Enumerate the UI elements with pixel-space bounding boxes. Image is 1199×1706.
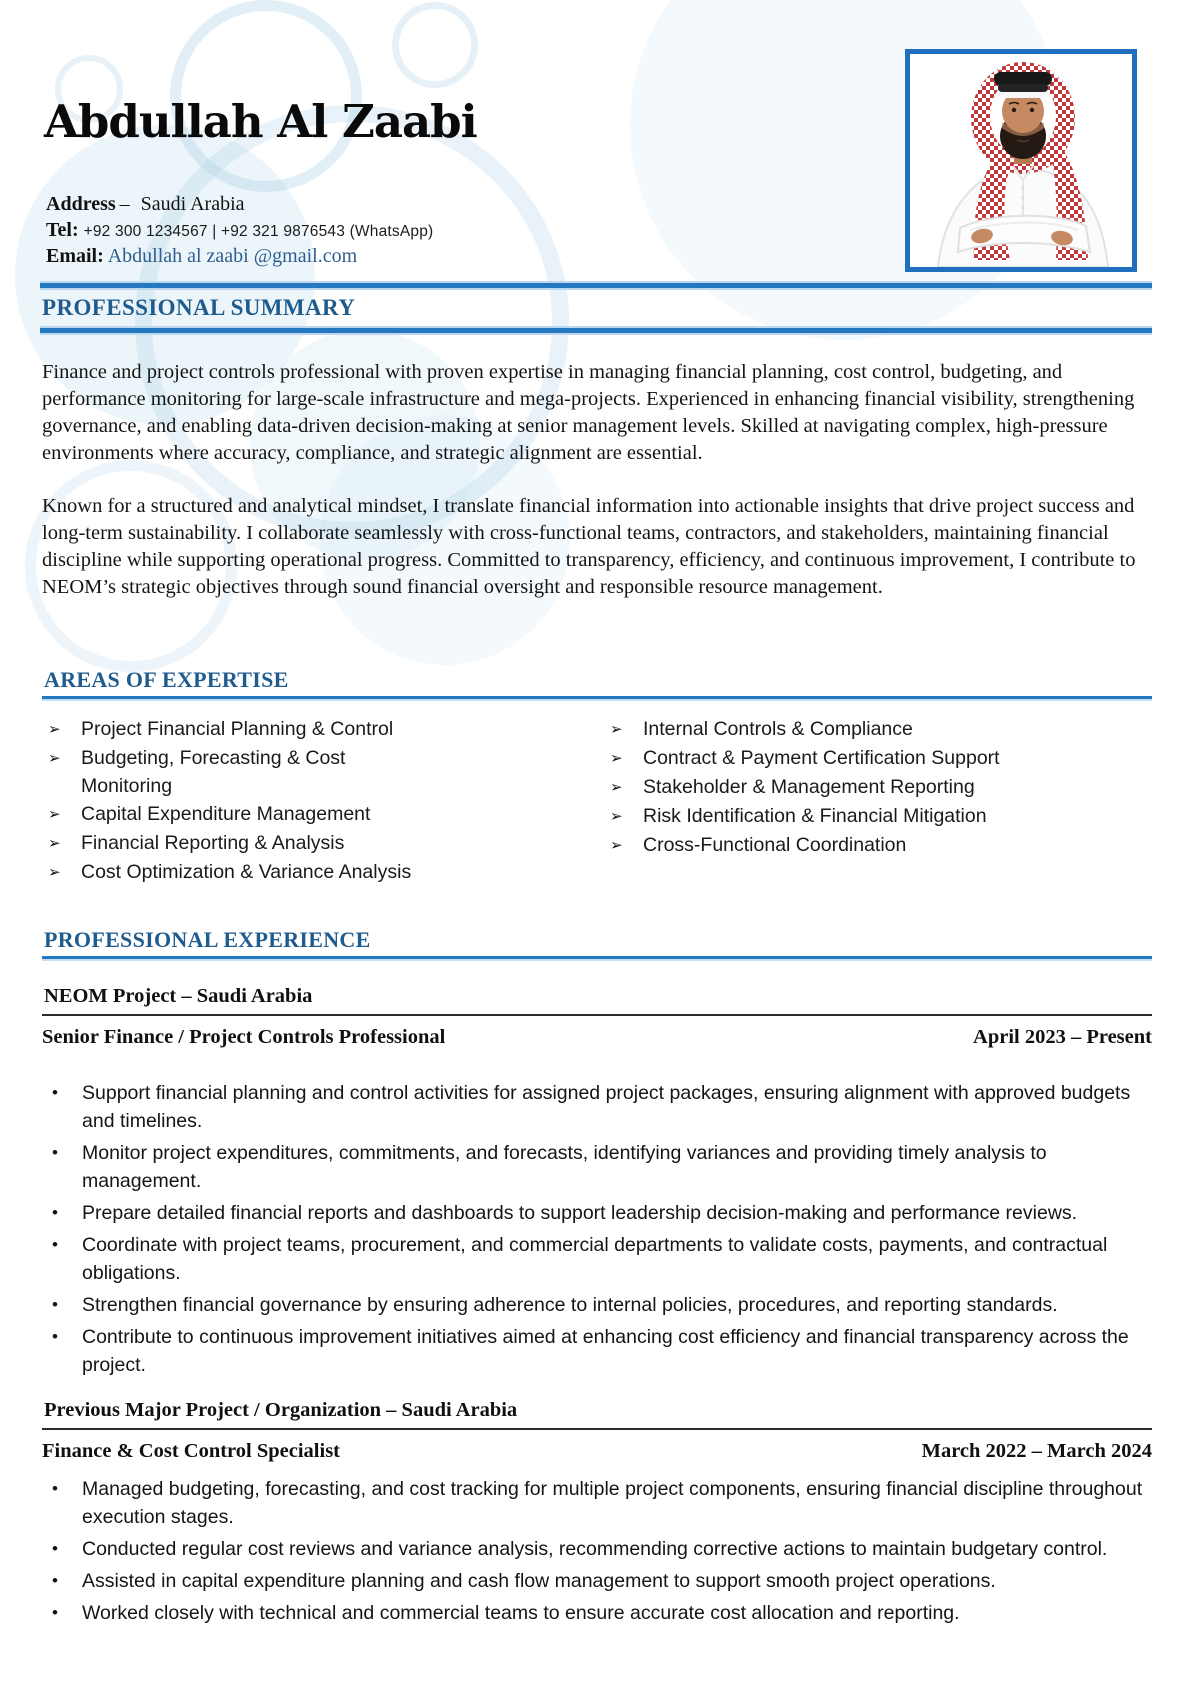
expertise-item xyxy=(610,802,1152,831)
job-bullets xyxy=(42,1475,1152,1627)
expertise-item xyxy=(610,715,1152,744)
job-dates: April 2023 – Present xyxy=(973,1026,1152,1048)
expertise-item-label: Cross-Functional Coordination xyxy=(643,834,907,856)
expertise-item-label: Financial Reporting & Analysis xyxy=(81,832,345,854)
summary-paragraph: Known for a structured and analytical mindset, I translate financial information into actionable insights that drive project success and long-term sustainability. I collaborate seamlessly with cross-functional teams, contractors, and stakeholders, maintaining financial discipline while supporting operational progress. Committed to transparency, efficiency, and continuous improvement, I contribute to NEOM’s strategic objectives through sound financial oversight and responsible resource management. xyxy=(42,495,1136,598)
expertise-item-label: Contract & Payment Certification Support xyxy=(643,747,1000,769)
dot-bullet-icon: • xyxy=(52,1479,58,1498)
dot-bullet-icon: • xyxy=(52,1235,58,1254)
expertise-heading: AREAS OF EXPERTISE xyxy=(42,667,1152,699)
address-value: Saudi Arabia xyxy=(140,193,245,215)
dot-bullet-icon: • xyxy=(52,1143,58,1162)
bullet-text: Managed budgeting, forecasting, and cost tracking for multiple project components, ensuring financial discipline throughout execution stages. xyxy=(82,1478,1143,1528)
experience-section xyxy=(0,927,1199,1627)
bullet-text: Prepare detailed financial reports and dashboards to support leadership decision-making and performance reviews. xyxy=(82,1202,1078,1224)
job-list xyxy=(42,985,1152,1627)
job-dates: March 2022 – March 2024 xyxy=(921,1440,1152,1462)
expertise-columns xyxy=(48,715,1152,887)
expertise-column-right xyxy=(610,715,1152,887)
address-line xyxy=(46,192,433,218)
expertise-item-label: Internal Controls & Compliance xyxy=(643,718,913,740)
header xyxy=(0,0,1199,281)
dot-bullet-icon: • xyxy=(52,1083,58,1102)
bullet-item xyxy=(42,1079,1152,1135)
email-line xyxy=(46,244,433,270)
arrow-bullet-icon: ➢ xyxy=(610,837,623,854)
bullet-text: Support financial planning and control activities for assigned project packages, ensuring alignment with approved budgets and timelines. xyxy=(82,1082,1131,1132)
bullet-item xyxy=(42,1475,1152,1531)
arrow-bullet-icon: ➢ xyxy=(48,721,61,738)
summary-heading: PROFESSIONAL SUMMARY xyxy=(42,295,356,320)
arrow-bullet-icon: ➢ xyxy=(610,779,623,796)
arrow-bullet-icon: ➢ xyxy=(48,864,61,881)
profile-photo-frame xyxy=(905,49,1137,272)
expertise-item-label: Capital Expenditure Management xyxy=(81,803,371,825)
dot-bullet-icon: • xyxy=(52,1203,58,1222)
job-title-row xyxy=(42,1026,1152,1049)
bullet-item xyxy=(42,1291,1152,1319)
divider-bottom xyxy=(40,326,1152,335)
email-link[interactable]: Abdullah al zaabi @gmail.com xyxy=(107,245,358,267)
summary-section xyxy=(0,281,1199,601)
job-title-row xyxy=(42,1440,1152,1463)
tel-line xyxy=(46,218,433,245)
job-company: NEOM Project – Saudi Arabia xyxy=(42,985,1152,1016)
tel-label: Tel: xyxy=(46,218,79,241)
expertise-item xyxy=(48,829,610,858)
job-title: Senior Finance / Project Controls Professional xyxy=(42,1026,446,1048)
expertise-item xyxy=(48,858,610,887)
dot-bullet-icon: • xyxy=(52,1571,58,1590)
job-title: Finance & Cost Control Specialist xyxy=(42,1440,341,1462)
expertise-item-label: Cost Optimization & Variance Analysis xyxy=(81,861,412,883)
bullet-item xyxy=(42,1599,1152,1627)
bullet-text: Contribute to continuous improvement initiatives aimed at enhancing cost efficiency and financial transparency across the project. xyxy=(82,1326,1129,1376)
bullet-item xyxy=(42,1231,1152,1287)
bullet-item xyxy=(42,1535,1152,1563)
profile-photo xyxy=(910,54,1132,267)
arrow-bullet-icon: ➢ xyxy=(48,835,61,852)
agal xyxy=(994,72,1052,86)
divider-top xyxy=(40,281,1152,290)
dot-bullet-icon: • xyxy=(52,1327,58,1346)
expertise-item-label: Project Financial Planning & Control xyxy=(81,718,394,740)
job-entry xyxy=(42,985,1152,1379)
bullet-text: Conducted regular cost reviews and variance analysis, recommending corrective actions to maintain budgetary control. xyxy=(82,1538,1108,1560)
expertise-item xyxy=(48,715,610,744)
bullet-text: Assisted in capital expenditure planning and cash flow management to support smooth project operations. xyxy=(82,1570,996,1592)
expertise-column-left xyxy=(48,715,610,887)
address-dash: – xyxy=(119,193,130,215)
expertise-item xyxy=(610,831,1152,860)
expertise-section xyxy=(0,667,1199,887)
bullet-item xyxy=(42,1567,1152,1595)
bullet-item xyxy=(42,1139,1152,1195)
address-label: Address xyxy=(46,193,116,215)
arrow-bullet-icon: ➢ xyxy=(610,808,623,825)
job-entry xyxy=(42,1399,1152,1627)
expertise-item-label: Risk Identification & Financial Mitigation xyxy=(643,805,987,827)
arrow-bullet-icon: ➢ xyxy=(610,721,623,738)
arrow-bullet-icon: ➢ xyxy=(48,806,61,823)
expertise-item-label: Stakeholder & Management Reporting xyxy=(643,776,975,798)
dot-bullet-icon: • xyxy=(52,1295,58,1314)
dot-bullet-icon: • xyxy=(52,1539,58,1558)
experience-heading: PROFESSIONAL EXPERIENCE xyxy=(42,927,1152,959)
expertise-item-label: Budgeting, Forecasting & Cost Monitoring xyxy=(81,747,346,797)
tel-value: +92 300 1234567 | +92 321 9876543 (WhatsApp) xyxy=(83,222,434,240)
bullet-text: Worked closely with technical and commercial teams to ensure accurate cost allocation and reporting. xyxy=(82,1602,960,1624)
bullet-item xyxy=(42,1323,1152,1379)
arrow-bullet-icon: ➢ xyxy=(610,750,623,767)
arrow-bullet-icon: ➢ xyxy=(48,750,61,767)
job-bullets xyxy=(42,1079,1152,1379)
job-company: Previous Major Project / Organization – Saudi Arabia xyxy=(42,1399,1152,1430)
bullet-text: Coordinate with project teams, procurement, and commercial departments to validate costs, payments, and contractual obligations. xyxy=(82,1234,1108,1284)
expertise-item xyxy=(610,773,1152,802)
bullet-text: Monitor project expenditures, commitments, and forecasts, identifying variances and providing timely analysis to management. xyxy=(82,1142,1047,1192)
bullet-text: Strengthen financial governance by ensuring adherence to internal policies, procedures, and reporting standards. xyxy=(82,1294,1058,1316)
bullet-item xyxy=(42,1199,1152,1227)
email-label: Email: xyxy=(46,245,104,267)
expertise-item xyxy=(610,744,1152,773)
expertise-item xyxy=(48,744,610,800)
candidate-name: Abdullah Al Zaabi xyxy=(44,95,477,148)
summary-body xyxy=(42,359,1150,601)
summary-paragraph: Finance and project controls professional with proven expertise in managing financial planning, cost control, budgeting, and performance monitoring for large-scale infrastructure and mega-projects. Experienced in enhancing financial visibility, strengthening governance, and enabling data-driven decision-making at senior management levels. Skilled at navigating complex, high-pressure environments where accuracy, compliance, and strategic alignment are essential. xyxy=(42,361,1135,464)
expertise-item xyxy=(48,800,610,829)
dot-bullet-icon: • xyxy=(52,1603,58,1622)
contact-block xyxy=(46,192,433,270)
